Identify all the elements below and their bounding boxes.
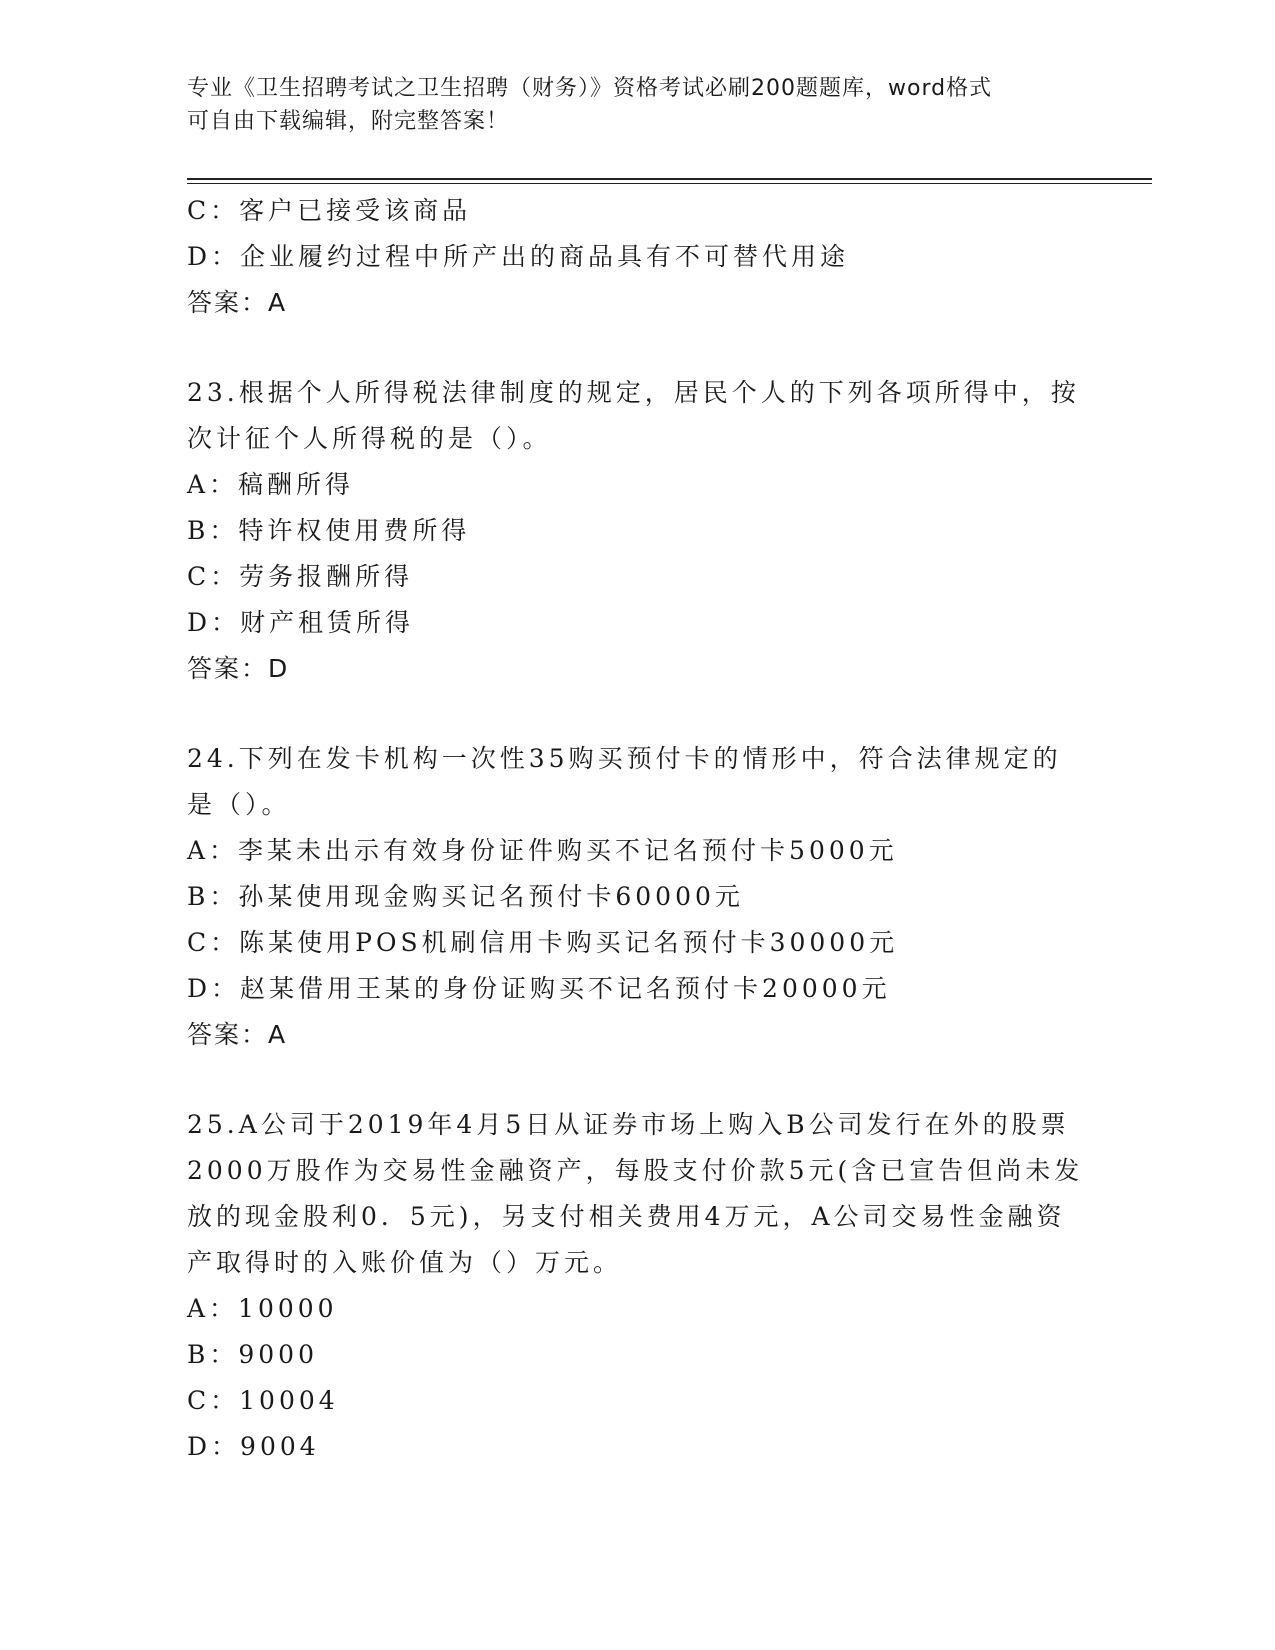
option-a: A：稿酬所得 [187, 470, 355, 499]
header-divider-thick [187, 178, 1152, 180]
question-stem-line: 24.下列在发卡机构一次性35购买预付卡的情形中，符合法律规定的 [187, 744, 1062, 773]
option-b: B：特许权使用费所得 [187, 516, 471, 545]
option-c: C：陈某使用POS机刷信用卡购买记名预付卡30000元 [187, 928, 899, 957]
option-d: D：赵某借用王某的身份证购买不记名预付卡20000元 [187, 974, 891, 1003]
question-spacer [187, 326, 1087, 370]
header-line-2: 可自由下载编辑，附完整答案！ [187, 109, 510, 134]
answer: 答案：D [187, 654, 290, 683]
question-stem-line: 次计征个人所得税的是（）。 [187, 424, 552, 453]
question-list [187, 188, 1087, 1470]
option-b: B：孙某使用现金购买记名预付卡60000元 [187, 882, 744, 911]
option-d: D：财产租赁所得 [187, 608, 415, 637]
answer: 答案：A [187, 1020, 288, 1049]
question-stem-line: 是（）。 [187, 790, 291, 819]
header-divider-thin [187, 183, 1152, 184]
option-c: C：客户已接受该商品 [187, 196, 472, 225]
option-d: D：企业履约过程中所产出的商品具有不可替代用途 [187, 242, 850, 271]
question-spacer [187, 1058, 1087, 1102]
option-c: C：劳务报酬所得 [187, 562, 414, 591]
answer: 答案：A [187, 288, 288, 317]
question-stem-line: 2000万股作为交易性金融资产，每股支付价款5元(含已宣告但尚未发 [187, 1156, 1084, 1185]
option-a: A：李某未出示有效身份证件购买不记名预付卡5000元 [187, 836, 898, 865]
question-stem-line: 放的现金股利0．5元)，另支付相关费用4万元，A公司交易性金融资 [187, 1202, 1066, 1231]
header-line-1: 专业《卫生招聘考试之卫生招聘（财务）》资格考试必刷200题题库，word格式 [187, 76, 993, 101]
question-22-tail [187, 188, 1087, 326]
question-23 [187, 370, 1087, 692]
question-spacer [187, 692, 1087, 736]
question-25 [187, 1102, 1087, 1470]
question-stem-line: 产取得时的入账价值为（）万元。 [187, 1248, 623, 1277]
option-c: C：10004 [187, 1386, 339, 1415]
option-b: B：9000 [187, 1340, 318, 1369]
question-24 [187, 736, 1087, 1058]
question-stem-line: 23.根据个人所得税法律制度的规定，居民个人的下列各项所得中，按 [187, 378, 1080, 407]
question-stem-line: 25.A公司于2019年4月5日从证券市场上购入B公司发行在外的股票 [187, 1110, 1070, 1139]
option-d: D：9004 [187, 1432, 320, 1461]
document-header [187, 72, 1087, 138]
option-a: A：10000 [187, 1294, 338, 1323]
